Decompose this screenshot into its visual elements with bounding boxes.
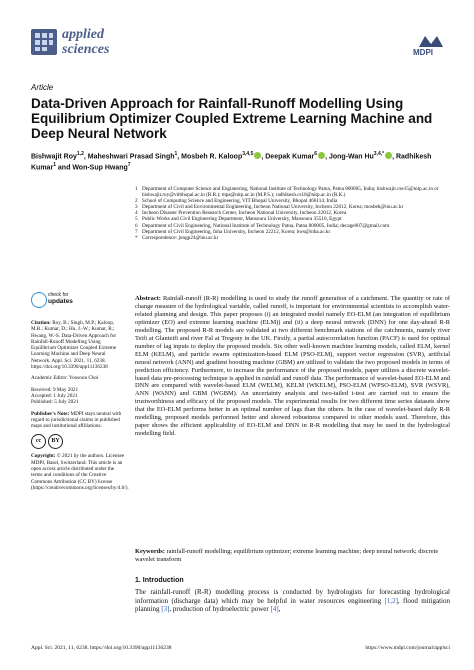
affiliation-text: Department of Computer Science and Engineering, National Institute of Technology Patna, Patna 800005, India; bishwajit.cse15@nitp.ac.in or bishwajit.roy@vitbhopal.ac.in (B.R.); mps@nitp.ac.in (M.P.S.); radhikesh.cs18@nitp.ac.in (R.K.): [142, 186, 439, 199]
check-updates-line1[interactable]: check for: [48, 292, 69, 298]
author-affiliation-sup: 3,4,*: [373, 151, 385, 157]
citation-link[interactable]: [1,2]: [384, 596, 398, 605]
check-updates-line2[interactable]: updates: [48, 298, 73, 305]
paper-title: Data-Driven Approach for Rainfall-Runoff Modelling Using Equilibrium Optimizer Coupled Extreme Learning Machine and Deep Neural Network: [31, 96, 433, 141]
publisher-note-label: Publisher's Note:: [31, 410, 70, 417]
publisher-logo-icon: [417, 33, 445, 49]
keywords-text: rainfall-runoff modelling; equilibrium optimizer; extreme learning machine; deep neural network; discrete wavelet transform: [135, 548, 439, 563]
orcid-icon[interactable]: [385, 152, 392, 159]
date-received: Received: 9 May 2021: [31, 386, 79, 393]
article-info-column: [31, 320, 129, 496]
author-affiliation-sup: 1: [53, 162, 56, 169]
citation-text: Roy, B.; Singh, M.P.; Kaloop, M.R.; Kumar, D.; Hu, J.-W.; Kumar, R.; Hwang, W.-S. Data-Driven Approach for Rainfall-Runoff Modelling Using Equilibrium Optimizer Coupled Extreme Learning Machine and Deep Neural Network. Appl. Sci. 2021, 11, 6238. https://doi.org/10.3390/app11136238: [31, 320, 117, 371]
section-number: 1.: [135, 577, 141, 584]
cc-by-icon[interactable]: [31, 434, 125, 449]
journal-name-line1: applied: [62, 27, 104, 42]
article-type: Article: [31, 83, 54, 92]
author-affiliation-sup: 1: [174, 151, 178, 157]
affiliation-number: 5: [135, 216, 138, 223]
editor-block: [31, 375, 125, 381]
dates-block: [31, 387, 125, 406]
affiliation-text: Public Works and Civil Engineering Department, Mansoura University, Mansoura 35516, Egypt: [142, 216, 342, 223]
publisher-name: MDPI: [413, 48, 433, 57]
affiliation-row: [135, 235, 447, 241]
affiliation-number: 1: [135, 186, 138, 192]
affiliation-number: 6: [135, 222, 138, 229]
journal-name-line2: sciences: [62, 42, 110, 57]
keywords: [135, 548, 450, 564]
footer-citation: Appl. Sci. 2021, 11, 6238. https://doi.org/10.3390/app11136238: [31, 645, 172, 651]
affiliation-text: Correspondence: jongp24@inu.ac.kr: [142, 234, 219, 241]
author-affiliation-sup: 1,2: [76, 151, 84, 157]
cc-icon: cc: [31, 434, 46, 449]
affiliations: [135, 186, 447, 241]
citation-link[interactable]: [4]: [270, 605, 279, 613]
author-name: Bishwajit Roy: [31, 153, 77, 161]
orcid-icon[interactable]: [254, 152, 261, 159]
intro-text-3: , production of hydroelectric power: [169, 605, 271, 613]
author-name: Maheshwari Prasad Singh: [87, 153, 175, 161]
section-title: Introduction: [142, 577, 184, 584]
citation-block: [31, 320, 125, 370]
author-name: Jong-Wan Hu: [328, 153, 374, 161]
citation-link[interactable]: [3]: [161, 605, 170, 613]
check-for-updates-icon[interactable]: [31, 292, 47, 308]
intro-text-1: The rainfall-runoff (R-R) modelling process is conducted by hydrologists for forecasting hydrological information (discharge data) which may be helpful in water resources engineering: [135, 588, 450, 605]
affiliation-number: 7: [135, 228, 138, 235]
date-accepted: Accepted: 1 July 2021: [31, 392, 78, 399]
intro-paragraph: [135, 588, 450, 614]
orcid-icon[interactable]: [318, 152, 325, 159]
affiliation-row: [135, 186, 447, 198]
affiliation-text: School of Computing Science and Engineering, VIT Bhopal University, Bhopal 466114, India: [142, 198, 338, 205]
affiliation-number: 4: [135, 210, 138, 217]
author-name: Radhikesh Kumar: [31, 153, 432, 172]
abstract-text: Rainfall-runoff (R-R) modelling is used to study the runoff generation of a catchment. The quantity or rate of change measure of the hydrological variable, called runoff, is important for environmental scientists to accomplish water-related planning and design. This paper proposes (i) an integrated model namely EO-ELM (an integration of equilibrium optimizer (EO) and extreme learning machine (ELM)) and (ii) a deep neural network (DNN) for one day-ahead R-R modelling. The proposed R-R models are validated at two different benchmark stations of the catchments, namely river Teifi at Glanteifi and river Fal at Tregony in the UK. Firstly, a partial autocorrelation function (PACF) is used for optimal number of lag inputs to deploy the proposed models. Six other well-known machine learning models, called ELM, kernel ELM (KELM), and particle swarm optimization-based ELM (PSO-ELM), support vector regression (SVR), artificial neural network (ANN) and gradient boosting machine (GBM) are utilized to validate the two proposed models in terms of prediction efficiency. Furthermore, to increase the performance of the proposed models, paper utilizes a discrete wavelet-based data pre-processing technique is applied in rainfall and runoff data. The performance of wavelet-based EO-ELM and DNN are compared with wavelet-based ELM (WELM), KELM (WKELM), PSO-ELM (WPSO-ELM), SVR (WSVR), ANN (WANN) and GBM (WGBM). An uncertainty analysis and two-tailed t-test are carried out to ensure the trustworthiness and efficacy of the proposed models. The experimental results for two different time series datasets show that the EO-ELM performs better in an optimal number of lags than the others. In the case of wavelet-based daily R-R modelling, proposed models performed better and showed robustness compared to other models used. Therefore, this paper shows the efficient applicability of EO-ELM and DNN in R-R modelling that may be used in the hydrological modelling field.: [135, 295, 450, 438]
publisher-note-text: MDPI stays neutral with regard to jurisdictional claims in published maps and institutional affiliations.: [31, 410, 122, 430]
abstract: [135, 295, 450, 438]
copyright-block: [31, 453, 129, 491]
journal-logo-icon: [31, 29, 57, 55]
section-heading: [135, 577, 184, 584]
abstract-label: Abstract:: [135, 295, 161, 302]
by-icon: BY: [48, 434, 63, 449]
editor-label: Academic Editor:: [31, 375, 68, 382]
date-published: Published: 5 July 2021: [31, 399, 79, 406]
copyright-label: Copyright:: [31, 453, 56, 460]
author-list: Bishwajit Roy$^{1,2}$, Maheshwari Prasad Singh$^1$, Mosbeh R. Kaloop$^{3,4,5}$ , Deepak Kumar$^6$ , Jong-Wan $Hu^{3,4,*}$ , Radhikesh Kumar$^1$ and Won-Sup Hwang$^7$: [31, 151, 432, 172]
editor-name: Yoosoon Choi: [68, 375, 99, 382]
affiliation-text: Department of Civil Engineering, National Institute of Technology Patna, Patna 800005, India; decage007@gmail.com: [142, 222, 390, 229]
author-affiliation-sup: 7: [127, 162, 131, 169]
affiliation-number: 2: [135, 198, 138, 205]
affiliation-text: Department of Civil Engineering, Inha University, Incheon 22212, Korea; hws@inha.ac.kr: [142, 228, 331, 235]
journal-name: [62, 27, 182, 57]
citation-label: Citation:: [31, 320, 51, 326]
intro-text-2: , flood mitigation planning: [135, 596, 450, 613]
author-affiliation-sup: 3,4,5: [242, 151, 254, 157]
footer-journal-link[interactable]: https://www.mdpi.com/journal/applsci: [365, 645, 450, 651]
copyright-text: © 2021 by the authors. Licensee MDPI, Basel, Switzerland. This article is an open access article distributed under the terms and conditions of the Creative Commons Attribution (CC BY) license (https://creativecommons.org/licenses/by/4.0/).: [31, 453, 129, 491]
affiliation-text: Department of Civil and Environmental Engineering, Incheon National University, Incheon 22012, Korea; mosbeh@inu.ac.kr: [142, 204, 404, 211]
author-affiliation-sup: 6: [314, 151, 318, 157]
keywords-label: Keywords:: [135, 548, 165, 555]
affiliation-number: *: [135, 234, 138, 241]
author-name: Won-Sup Hwang: [72, 164, 128, 172]
affiliation-number: 3: [135, 204, 138, 211]
author-name: Mosbeh R. Kaloop: [181, 153, 243, 161]
intro-text-4: ,: [278, 605, 281, 613]
publisher-note-block: [31, 411, 125, 430]
author-name: Deepak Kumar: [265, 153, 315, 161]
affiliation-text: Incheon Disaster Prevention Research Center, Incheon National University, Incheon 22012, Korea: [142, 210, 347, 217]
